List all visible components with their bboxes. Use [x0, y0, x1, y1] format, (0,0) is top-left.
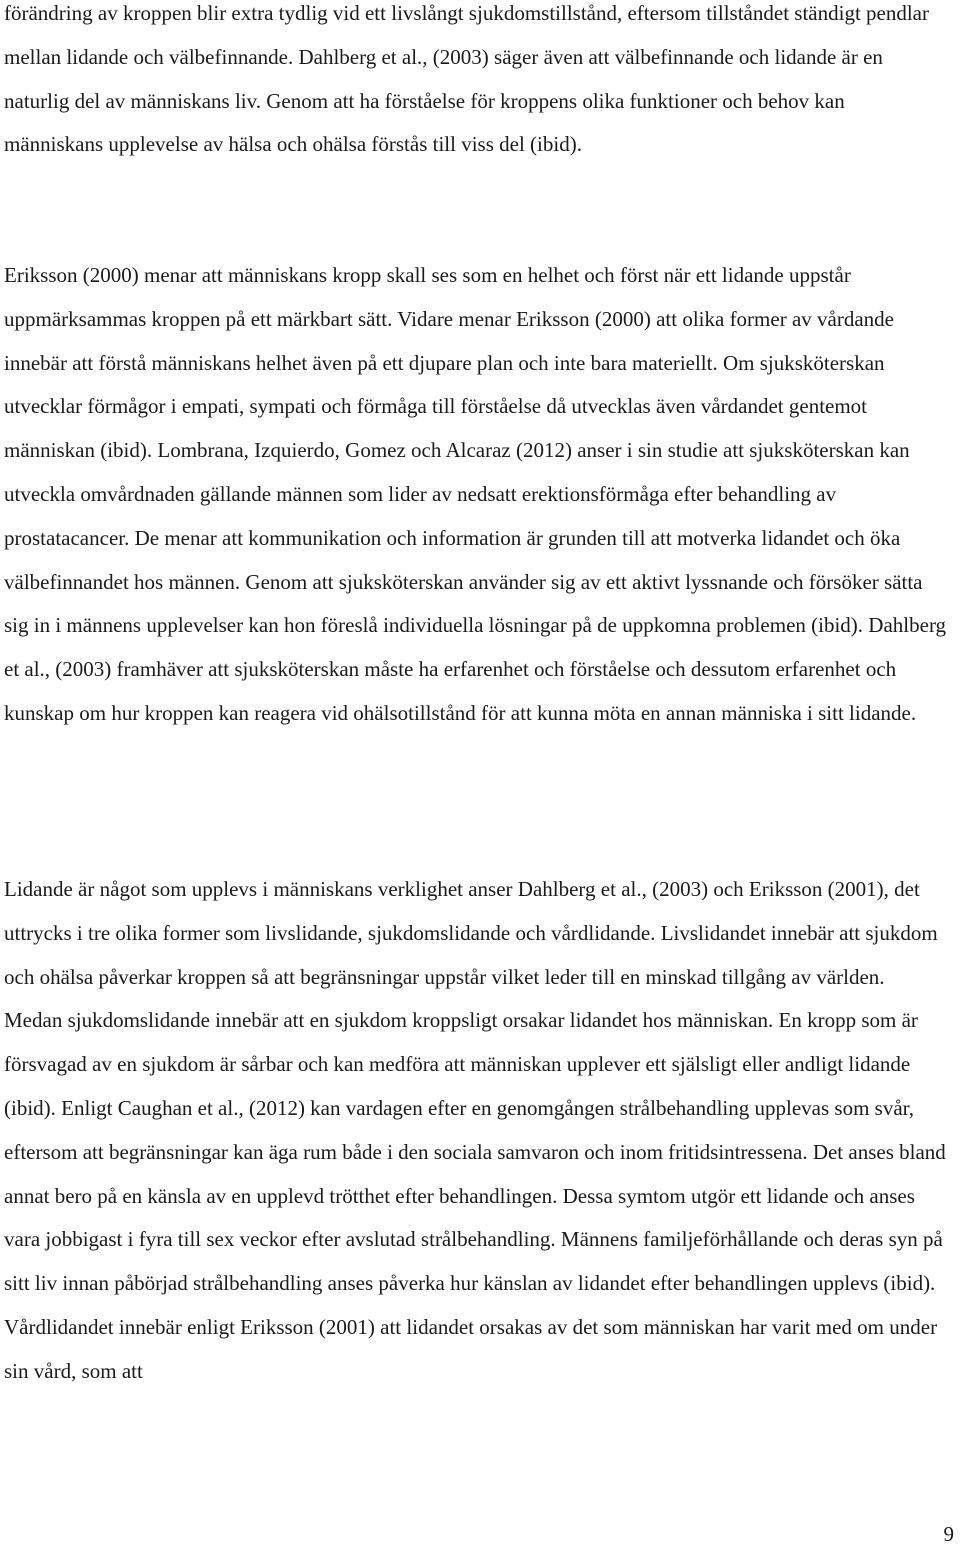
body-paragraph: Lidande är något som upplevs i människans verklighet anser Dahlberg et al., (2003) och Eriksson (2001), det uttrycks i tre olika former som livslidande, sjukdomslidande och vårdlidande. Livslidandet innebär att sjukdom och ohälsa påverkar kroppen så att begränsningar uppstår vilket leder till en minskad tillgång av världen. Medan sjukdomslidande innebär att en sjukdom kroppsligt orsakar lidandet hos människan. En kropp som är försvagad av en sjukdom är sårbar och kan medföra att människan upplever ett själsligt eller andligt lidande (ibid). Enligt Caughan et al., (2012) kan vardagen efter en genomgången strålbehandling upplevas som svår, eftersom att begränsningar kan äga rum både i den sociala samvaron och inom fritidsintressena. Det anses bland annat bero på en känsla av en upplevd trötthet efter behandlingen. Dessa symtom utgör ett lidande och anses vara jobbigast i fyra till sex veckor efter avslutad strålbehandling. Männens familjeförhållande och deras syn på sitt liv innan påbörjad strålbehandling anses påverka hur känslan av lidandet efter behandlingen upplevs (ibid). Vårdlidandet innebär enligt Eriksson (2001) att lidandet orsakas av det som människan har varit med om under sin vård, som att — [4, 877, 946, 1383]
body-paragraph: förändring av kroppen blir extra tydlig vid ett livslångt sjukdomstillstånd, eftersom tillståndet ständigt pendlar mellan lidande och välbefinnande. Dahlberg et al., (2003) säger även att välbefinnande och lidande är en naturlig del av människans liv. Genom att ha förståelse för kroppens olika funktioner och behov kan människans upplevelse av hälsa och ohälsa förstås till viss del (ibid). — [4, 1, 929, 157]
page-number: 9 — [943, 1522, 954, 1546]
body-paragraph: Eriksson (2000) menar att människans kropp skall ses som en helhet och först när ett lidande uppstår uppmärksammas kroppen på ett märkbart sätt. Vidare menar Eriksson (2000) att olika former av vårdande innebär att förstå människans helhet även på ett djupare plan och inte bara materiellt. Om sjuksköterskan utvecklar förmågor i empati, sympati och förmåga till förståelse då utvecklas även vårdandet gentemot människan (ibid). Lombrana, Izquierdo, Gomez och Alcaraz (2012) anser i sin studie att sjuksköterskan kan utveckla omvårdnaden gällande männen som lider av nedsatt erektionsförmåga efter behandling av prostatacancer. De menar att kommunikation och information är grunden till att motverka lidandet och öka välbefinnandet hos männen. Genom att sjuksköterskan använder sig av ett aktivt lyssnande och försöker sätta sig in i männens upplevelser kan hon föreslå individuella lösningar på de uppkomna problemen (ibid). Dahlberg et al., (2003) framhäver att sjuksköterskan måste ha erfarenhet och förståelse och dessutom erfarenhet och kunskap om hur kroppen kan reagera vid ohälsotillstånd för att kunna möta en annan människa i sitt lidande. — [4, 263, 947, 725]
